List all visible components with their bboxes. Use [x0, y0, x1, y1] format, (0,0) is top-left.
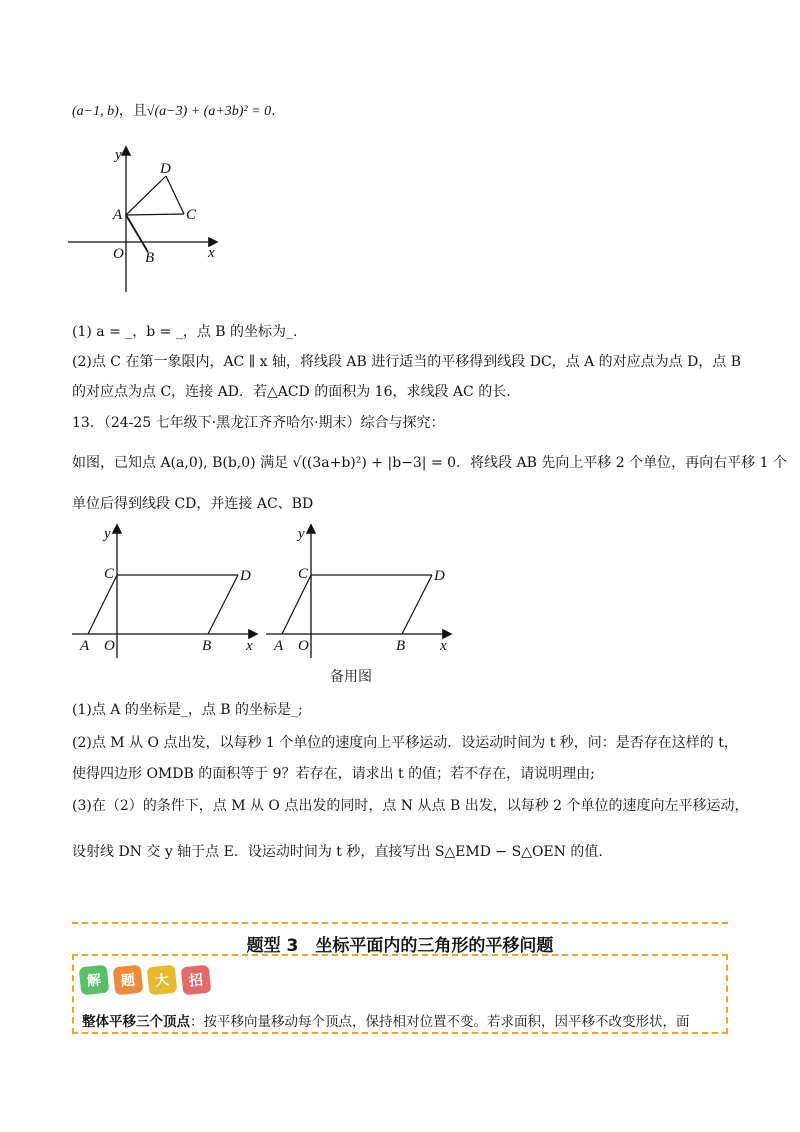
problem13-line2: 单位后得到线段 CD，并连接 AC、BD: [72, 496, 314, 512]
label-A: A: [274, 638, 284, 654]
label-B: B: [145, 250, 155, 266]
badge-jie: 解: [79, 965, 110, 996]
segment-BD: [208, 575, 238, 634]
segment-DC: [166, 176, 184, 214]
segment-AC: [88, 575, 117, 634]
point-expression: (a−1, b): [72, 104, 119, 119]
label-y: y: [115, 147, 122, 163]
label-B: B: [396, 638, 406, 654]
tips-box: [72, 954, 728, 1034]
label-O: O: [113, 246, 124, 262]
label-D: D: [160, 161, 171, 177]
badge-ti: 题: [113, 965, 144, 996]
problem13-line1: 如图，已知点 A(a,0), B(b,0) 满足 √((3a+b)²) + |b−3| = 0．将线段 AB 先向上平移 2 个单位，再向右平移 1 个: [72, 455, 787, 471]
segment-AB: [126, 215, 148, 252]
condition-equation: √(a−3) + (a+3b)² = 0: [146, 104, 272, 119]
problem12-q2-line2: 的对应点为点 C，连接 AD．若△ACD 的面积为 16，求线段 AC 的长.: [72, 384, 511, 400]
tips-bold: 整体平移三个顶点: [82, 1014, 190, 1030]
problem13-figure-backup: [262, 520, 458, 660]
segment-AD: [126, 176, 166, 215]
segment-AC: [282, 575, 311, 634]
section-banner: [72, 922, 728, 1032]
label-O: O: [104, 638, 115, 654]
problem13-q3-line1: (3)在（2）的条件下，点 M 从 O 点出发的同时，点 N 从点 B 出发，以每秒 2 个单位的速度向左平移运动，: [72, 798, 749, 814]
problem12-figure: [60, 140, 230, 300]
label-y: y: [298, 526, 305, 542]
badge-da: 大: [147, 965, 178, 996]
label-O: O: [298, 638, 309, 654]
problem12-intro: [72, 101, 276, 122]
label-B: B: [202, 638, 212, 654]
label-A: A: [80, 638, 90, 654]
problem13-q1: (1)点 A 的坐标是_，点 B 的坐标是_;: [72, 702, 303, 718]
tips-text: [82, 1010, 690, 1030]
problem13-q3-line2: 设射线 DN 交 y 轴于点 E．设运动时间为 t 秒，直接写出 S△EMD − S△OEN 的值.: [72, 844, 603, 860]
label-D: D: [240, 568, 251, 584]
label-y: y: [104, 526, 111, 542]
label-C: C: [298, 566, 309, 582]
label-A: A: [113, 207, 123, 223]
label-C: C: [186, 207, 197, 223]
problem13-header: 13．（24-25 七年级下·黑龙江齐齐哈尔·期末）综合与探究：: [72, 415, 445, 431]
section-title: 题型 3 坐标平面内的三角形的平移问题: [246, 936, 554, 956]
figure-caption: 备用图: [330, 669, 372, 685]
intro-connector: ，且: [118, 103, 147, 119]
label-x: x: [246, 638, 253, 654]
label-x: x: [440, 638, 447, 654]
problem13-q2-line2: 使得四边形 OMDB 的面积等于 9？若存在，请求出 t 的值；若不存在，请说明理由;: [72, 766, 595, 782]
tips-body: ：按平移向量移动每个顶点，保持相对位置不变。若求面积，因平移不改变形状，面: [190, 1014, 690, 1030]
tips-badges: [80, 966, 210, 994]
label-C: C: [104, 566, 115, 582]
segment-AC: [126, 214, 184, 215]
intro-period: .: [271, 103, 276, 119]
label-x: x: [208, 245, 215, 261]
badge-zhao: 招: [181, 965, 212, 996]
banner-divider: [72, 922, 728, 924]
problem12-q2-line1: (2)点 C 在第一象限内，AC ∥ x 轴，将线段 AB 进行适当的平移得到线段 DC，点 A 的对应点为点 D，点 B: [72, 354, 742, 370]
problem13-q2-line1: (2)点 M 从 O 点出发，以每秒 1 个单位的速度向上平移运动．设运动时间为 t 秒，问：是否存在这样的 t，: [72, 735, 738, 751]
label-D: D: [434, 568, 445, 584]
problem13-figure-main: [68, 520, 264, 660]
problem12-q1: (1) a = _，b = _，点 B 的坐标为_.: [72, 324, 298, 340]
segment-BD: [402, 575, 432, 634]
